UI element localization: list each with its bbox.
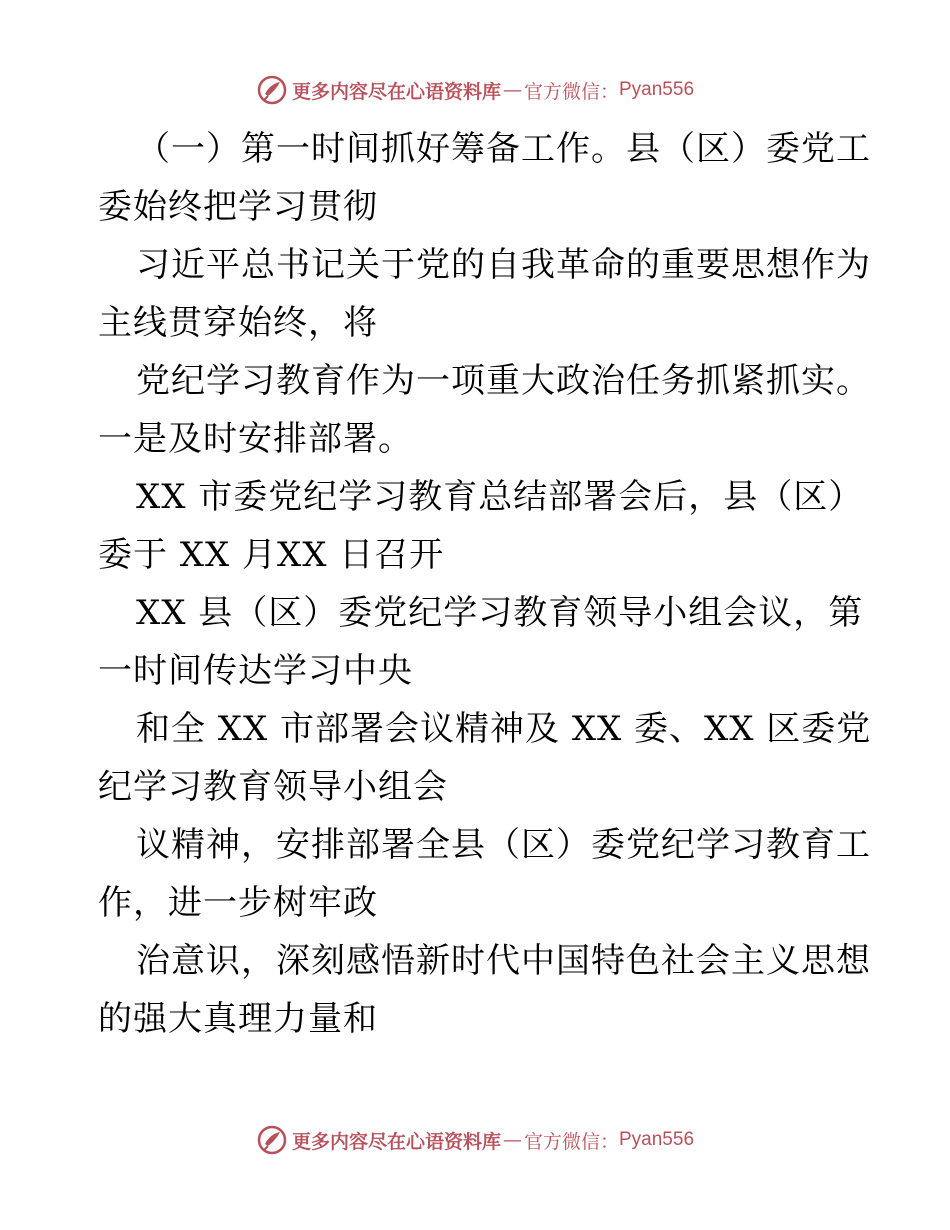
paragraph-line-1: 治意识，深刻感悟新时代中国特色社会主义思想 [136, 941, 871, 981]
header-watermark [0, 70, 950, 110]
paragraph [98, 236, 871, 352]
document-body [98, 120, 872, 1048]
paragraph-line-1: 议精神，安排部署全县（区）委党纪学习教育工 [136, 825, 871, 865]
paragraph-line-1: 党纪学习教育作为一项重大政治任务抓紧抓实。 [136, 361, 871, 401]
paragraph-line-2: 委于 XX 月XX 日召开 [98, 535, 445, 575]
paragraph-line-2: 作，进一步树牢政 [98, 883, 378, 923]
paragraph-line-2: 一时间传达学习中央 [98, 651, 413, 691]
watermark-brand: 更多内容尽在心语资料库 [291, 80, 501, 103]
paragraph [98, 584, 864, 700]
paragraph-line-2: 委始终把学习贯彻 [98, 187, 378, 227]
brand-logo-icon [256, 1124, 288, 1156]
footer-watermark [0, 1120, 950, 1160]
paragraph-line-2: 纪学习教育领导小组会 [98, 767, 448, 807]
paragraph [98, 352, 871, 468]
watermark-brand: 更多内容尽在心语资料库 [291, 1130, 501, 1153]
paragraph-line-1: XX 市委党纪学习教育总结部署会后，县（区） [136, 477, 864, 517]
paragraph [98, 468, 864, 584]
paragraph [98, 816, 871, 932]
brand-logo-icon [256, 74, 288, 106]
watermark-label: 官方微信： [523, 1130, 619, 1153]
paragraph-line-2: 一是及时安排部署。 [98, 419, 413, 459]
watermark-id: Pyan556 [619, 79, 695, 100]
watermark-separator: — [502, 1129, 522, 1151]
paragraph-line-1: 习近平总书记关于党的自我革命的重要思想作为 [136, 245, 871, 285]
watermark-label: 官方微信： [523, 80, 619, 103]
paragraph [98, 932, 871, 1048]
paragraph-line-1: 和全 XX 市部署会议精神及 XX 委、XX 区委党 [136, 709, 872, 749]
paragraph [98, 700, 872, 816]
paragraph-line-1: XX 县（区）委党纪学习教育领导小组会议，第 [136, 593, 864, 633]
paragraph [98, 120, 871, 236]
watermark-id: Pyan556 [619, 1129, 695, 1150]
paragraph-line-1: （一）第一时间抓好筹备工作。县（区）委党工 [136, 129, 871, 169]
watermark-separator: — [502, 79, 522, 101]
paragraph-line-2: 主线贯穿始终，将 [98, 303, 378, 343]
paragraph-line-2: 的强大真理力量和 [98, 999, 378, 1039]
